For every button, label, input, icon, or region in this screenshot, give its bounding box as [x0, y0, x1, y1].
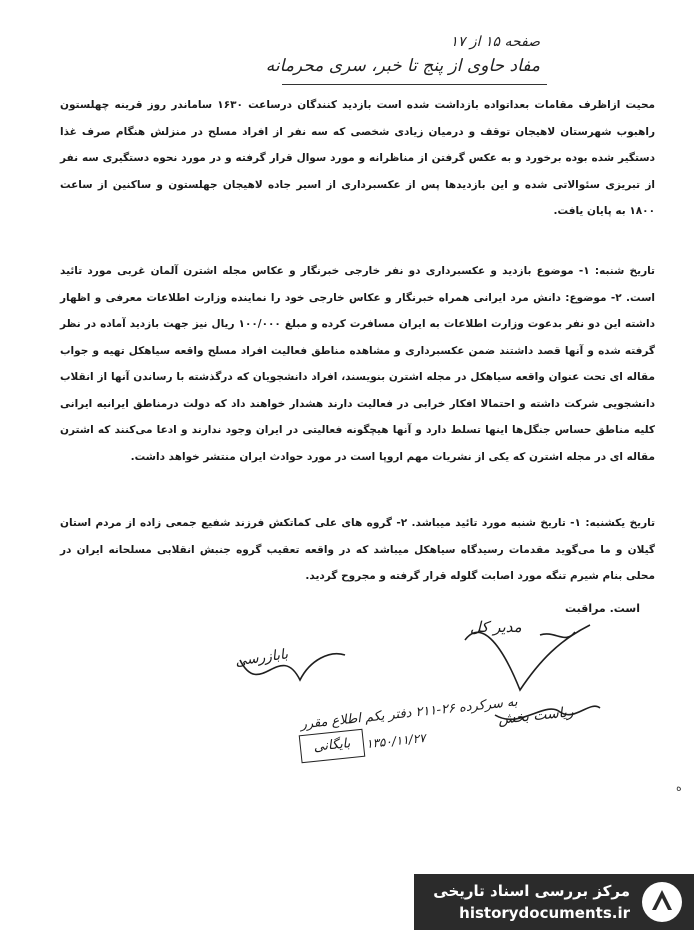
paragraph-2: تاریخ شنبه: ۱- موضوع بازدید و عکسبرداری دو نفر خارجی خبرنگار و عکاس مجله اشترن آلمان غربی مورد تائید است. ۲- موضوع: دانش مرد ایرانی همراه خبرنگار و عکاس خارجی خود را نماینده وزارت اطلاعات معرفی و اظهار داشته این دو نفر بدعوت وزارت اطلاعات به ایران مسافرت کرده و مبلغ ۱۰۰/۰۰۰ ریال نیز جهت بازدید آماده در نظر گرفته شده و آنها قصد داشتند ضمن عکسبرداری و مشاهده مناطق فعالیت افراد مسلح واقعه سیاهکل تهیه و جواب مقاله ای تحت عنوان واقعه سیاهکل در مجله اشترن بنویسند، افراد دانشجویان که درگذشته با رساندن آنها از انقلاب دانشجویی شرکت داشته و احتمالا افکار خرابی در فعالیت دارند هشدار خواهند داد که دولت درمناطق ایرانیه ایرانی کلیه مناطق حساس جنگل‌ها اینها تسلط دارد و آنها هیچگونه فعالیتی در ایران وجود ندارند و ادعا می‌کنند که اشترن مقاله ای در مجله اشترن که یکی از نشریات مهم اروپا است در مورد حوادث ایران منتشر خواهد داشت. [60, 265, 656, 463]
header-page-number: صفحه ۱۵ از ۱۷ [450, 34, 540, 50]
signature-left: بابازرسی [234, 646, 290, 670]
margin-mark: ه [676, 781, 682, 794]
archive-logo-icon [640, 880, 684, 924]
watermark-title: مرکز بررسی اسناد تاریخی [433, 882, 630, 900]
watermark-url[interactable]: historydocuments.ir [459, 904, 630, 922]
header-classification: مفاد حاوی از پنج تا خبر، سری محرمانه [265, 56, 540, 76]
signature-top: مدیر کل [470, 618, 522, 636]
archive-stamp: بایگانی [299, 729, 366, 764]
closing-line: است. مراقبت [564, 602, 640, 615]
handwritten-note: به سرکرده ۲۶-۲۱۱ دفتر یکم اطلاع مقرر [299, 694, 519, 733]
signature-bottom: ریاست بخش [497, 704, 575, 728]
archive-stamp-date: ۱۳۵۰/۱۱/۲۷ [365, 730, 427, 752]
watermark-banner[interactable] [414, 874, 694, 930]
paragraph-3: تاریخ یکشنبه: ۱- تاریخ شنبه مورد تائید میباشد. ۲- گروه های علی کماتکش فرزند شفیع جمعی زاده از مردم استان گیلان و ما می‌گوید مقدمات رسیدگاه سیاهکل میباشد که در واقعه تعقیب گروه جنبش انقلابی مسلحانه ایران در محلی بنام شیرم تنگه مورد اصابت گلوله قرار گرفته و مجروح گردید. [60, 517, 656, 582]
paragraph-1: محیت ازاظرف مقامات بعداتواده بازداشت شده است بازدید کنندگان درساعت ۱۶۳۰ ساماندر روز قرینه چهلستون راهبوب شهرستان لاهیجان توقف و درمیان زیادی شخصی که سه نفر از افراد مسلح در منزلش هنگام صرف غذا دستگیر شده بوده برخورد و به عکس گرفتن از مناظرانه و مورد سوال قرار گرفته و در مورد نحوه دستگیری سه نفر از تبریزی سئوالاتی شده و این بازدیدها پس از عکسبرداری از اسیر جاده لاهیجان جهلستون و ساکنین از ساعت ۱۸۰۰ به پایان یافت. [60, 99, 656, 217]
